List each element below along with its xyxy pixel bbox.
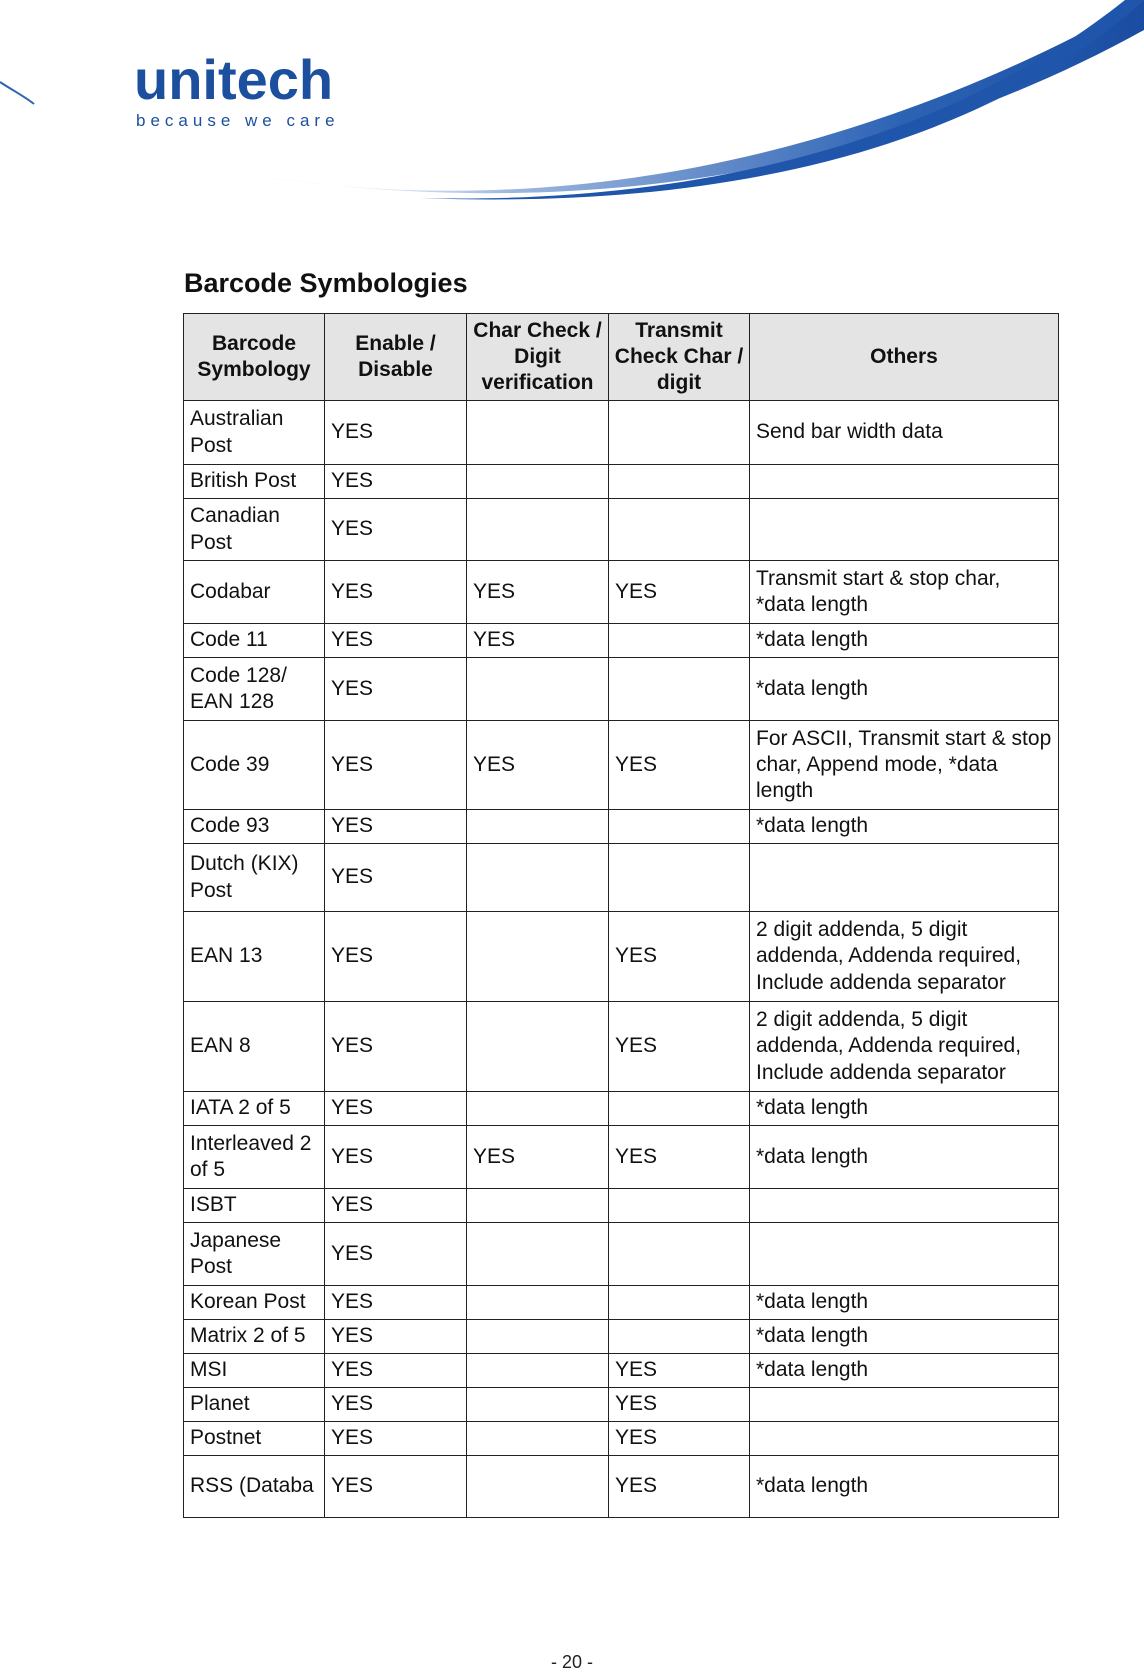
cell-others: 2 digit addenda, 5 digit addenda, Addenda required, Include addenda separator — [750, 1002, 1059, 1092]
cell-char-check: YES — [467, 1126, 609, 1189]
cell-transmit: YES — [609, 1002, 750, 1092]
table-row — [184, 1092, 1059, 1126]
cell-symbology: MSI — [184, 1354, 325, 1388]
cell-symbology: Australian Post — [184, 401, 325, 465]
cell-symbology: Postnet — [184, 1422, 325, 1456]
brand-logo: unitech — [134, 48, 334, 111]
cell-enable: YES — [325, 912, 467, 1002]
cell-transmit — [609, 844, 750, 912]
cell-enable: YES — [325, 1320, 467, 1354]
table-row — [184, 1189, 1059, 1223]
cell-symbology: Codabar — [184, 561, 325, 624]
cell-char-check — [467, 1320, 609, 1354]
cell-others — [750, 1388, 1059, 1422]
cell-enable: YES — [325, 1456, 467, 1518]
cell-symbology: Planet — [184, 1388, 325, 1422]
cell-char-check — [467, 1422, 609, 1456]
cell-enable: YES — [325, 1126, 467, 1189]
cell-others — [750, 1223, 1059, 1286]
table-row — [184, 1354, 1059, 1388]
cell-others: *data length — [750, 1320, 1059, 1354]
cell-transmit — [609, 1320, 750, 1354]
cell-others: *data length — [750, 1354, 1059, 1388]
table-row — [184, 912, 1059, 1002]
cell-others: Send bar width data — [750, 401, 1059, 465]
cell-enable: YES — [325, 1286, 467, 1320]
table-row — [184, 401, 1059, 465]
cell-others: *data length — [750, 1126, 1059, 1189]
cell-symbology: RSS (Databa — [184, 1456, 325, 1518]
table-row — [184, 465, 1059, 499]
cell-enable: YES — [325, 844, 467, 912]
cell-char-check — [467, 1354, 609, 1388]
cell-others — [750, 465, 1059, 499]
header-transmit-check: Transmit Check Char / digit — [609, 314, 750, 401]
cell-others: *data length — [750, 1456, 1059, 1518]
cell-others — [750, 1422, 1059, 1456]
header-enable-disable: Enable / Disable — [325, 314, 467, 401]
cell-char-check: YES — [467, 721, 609, 810]
cell-transmit — [609, 810, 750, 844]
cell-enable: YES — [325, 465, 467, 499]
table-row — [184, 1456, 1059, 1518]
cell-symbology: Japanese Post — [184, 1223, 325, 1286]
cell-transmit — [609, 499, 750, 561]
cell-char-check — [467, 1286, 609, 1320]
cell-symbology: ISBT — [184, 1189, 325, 1223]
table-row — [184, 1002, 1059, 1092]
table-row — [184, 810, 1059, 844]
section-title: Barcode Symbologies — [184, 268, 468, 298]
table-row — [184, 844, 1059, 912]
cell-enable: YES — [325, 721, 467, 810]
cell-others: *data length — [750, 810, 1059, 844]
cell-symbology: Matrix 2 of 5 — [184, 1320, 325, 1354]
cell-enable: YES — [325, 658, 467, 721]
cell-others: For ASCII, Transmit start & stop char, Append mode, *data length — [750, 721, 1059, 810]
cell-char-check — [467, 844, 609, 912]
cell-char-check — [467, 499, 609, 561]
cell-enable: YES — [325, 1092, 467, 1126]
table-row — [184, 1126, 1059, 1189]
table-row — [184, 499, 1059, 561]
cell-enable: YES — [325, 810, 467, 844]
cell-symbology: Code 93 — [184, 810, 325, 844]
cell-symbology: Code 11 — [184, 624, 325, 658]
cell-transmit: YES — [609, 1422, 750, 1456]
header-char-check: Char Check / Digit verification — [467, 314, 609, 401]
cell-others: *data length — [750, 1092, 1059, 1126]
cell-char-check — [467, 1223, 609, 1286]
cell-enable: YES — [325, 1388, 467, 1422]
cell-transmit: YES — [609, 1388, 750, 1422]
cell-symbology: Dutch (KIX) Post — [184, 844, 325, 912]
table-row — [184, 1223, 1059, 1286]
cell-char-check — [467, 465, 609, 499]
cell-char-check — [467, 912, 609, 1002]
cell-transmit: YES — [609, 1126, 750, 1189]
cell-symbology: EAN 13 — [184, 912, 325, 1002]
cell-enable: YES — [325, 1223, 467, 1286]
cell-transmit — [609, 658, 750, 721]
cell-transmit: YES — [609, 1456, 750, 1518]
cell-char-check — [467, 1189, 609, 1223]
table-row — [184, 1422, 1059, 1456]
cell-symbology: IATA 2 of 5 — [184, 1092, 325, 1126]
cell-others: *data length — [750, 1286, 1059, 1320]
cell-symbology: Canadian Post — [184, 499, 325, 561]
symbology-table — [183, 313, 1059, 1518]
cell-enable: YES — [325, 401, 467, 465]
cell-symbology: EAN 8 — [184, 1002, 325, 1092]
table-row — [184, 624, 1059, 658]
cell-enable: YES — [325, 1422, 467, 1456]
cell-others — [750, 499, 1059, 561]
cell-others: Transmit start & stop char, *data length — [750, 561, 1059, 624]
cell-others — [750, 1189, 1059, 1223]
cell-others — [750, 844, 1059, 912]
cell-enable: YES — [325, 499, 467, 561]
cell-char-check — [467, 810, 609, 844]
cell-char-check — [467, 401, 609, 465]
table-row — [184, 1320, 1059, 1354]
cell-symbology: British Post — [184, 465, 325, 499]
cell-transmit — [609, 1092, 750, 1126]
cell-transmit: YES — [609, 912, 750, 1002]
cell-enable: YES — [325, 624, 467, 658]
cell-enable: YES — [325, 1189, 467, 1223]
cell-others: *data length — [750, 658, 1059, 721]
cell-char-check: YES — [467, 624, 609, 658]
cell-symbology: Korean Post — [184, 1286, 325, 1320]
cell-symbology: Code 39 — [184, 721, 325, 810]
cell-transmit: YES — [609, 721, 750, 810]
cell-symbology: Interleaved 2 of 5 — [184, 1126, 325, 1189]
cell-transmit: YES — [609, 1354, 750, 1388]
page-number: - 20 - — [550, 1652, 593, 1672]
table-row — [184, 561, 1059, 624]
cell-enable: YES — [325, 561, 467, 624]
cell-char-check — [467, 1002, 609, 1092]
cell-transmit — [609, 401, 750, 465]
table-row — [184, 658, 1059, 721]
header-others: Others — [750, 314, 1059, 401]
table-header-row — [184, 314, 1059, 401]
cell-transmit — [609, 1223, 750, 1286]
brand-tagline: because we care — [136, 111, 340, 130]
cell-transmit: YES — [609, 561, 750, 624]
cell-transmit — [609, 465, 750, 499]
cell-transmit — [609, 624, 750, 658]
header-barcode-symbology: Barcode Symbology — [184, 314, 325, 401]
cell-others: *data length — [750, 624, 1059, 658]
cell-others: 2 digit addenda, 5 digit addenda, Addenda required, Include addenda separator — [750, 912, 1059, 1002]
cell-enable: YES — [325, 1354, 467, 1388]
cell-enable: YES — [325, 1002, 467, 1092]
cell-char-check — [467, 1092, 609, 1126]
table-row — [184, 1388, 1059, 1422]
table-row — [184, 721, 1059, 810]
table-row — [184, 1286, 1059, 1320]
cell-transmit — [609, 1189, 750, 1223]
cell-transmit — [609, 1286, 750, 1320]
cell-char-check — [467, 658, 609, 721]
cell-char-check: YES — [467, 561, 609, 624]
cell-char-check — [467, 1388, 609, 1422]
cell-symbology: Code 128/ EAN 128 — [184, 658, 325, 721]
cell-char-check — [467, 1456, 609, 1518]
